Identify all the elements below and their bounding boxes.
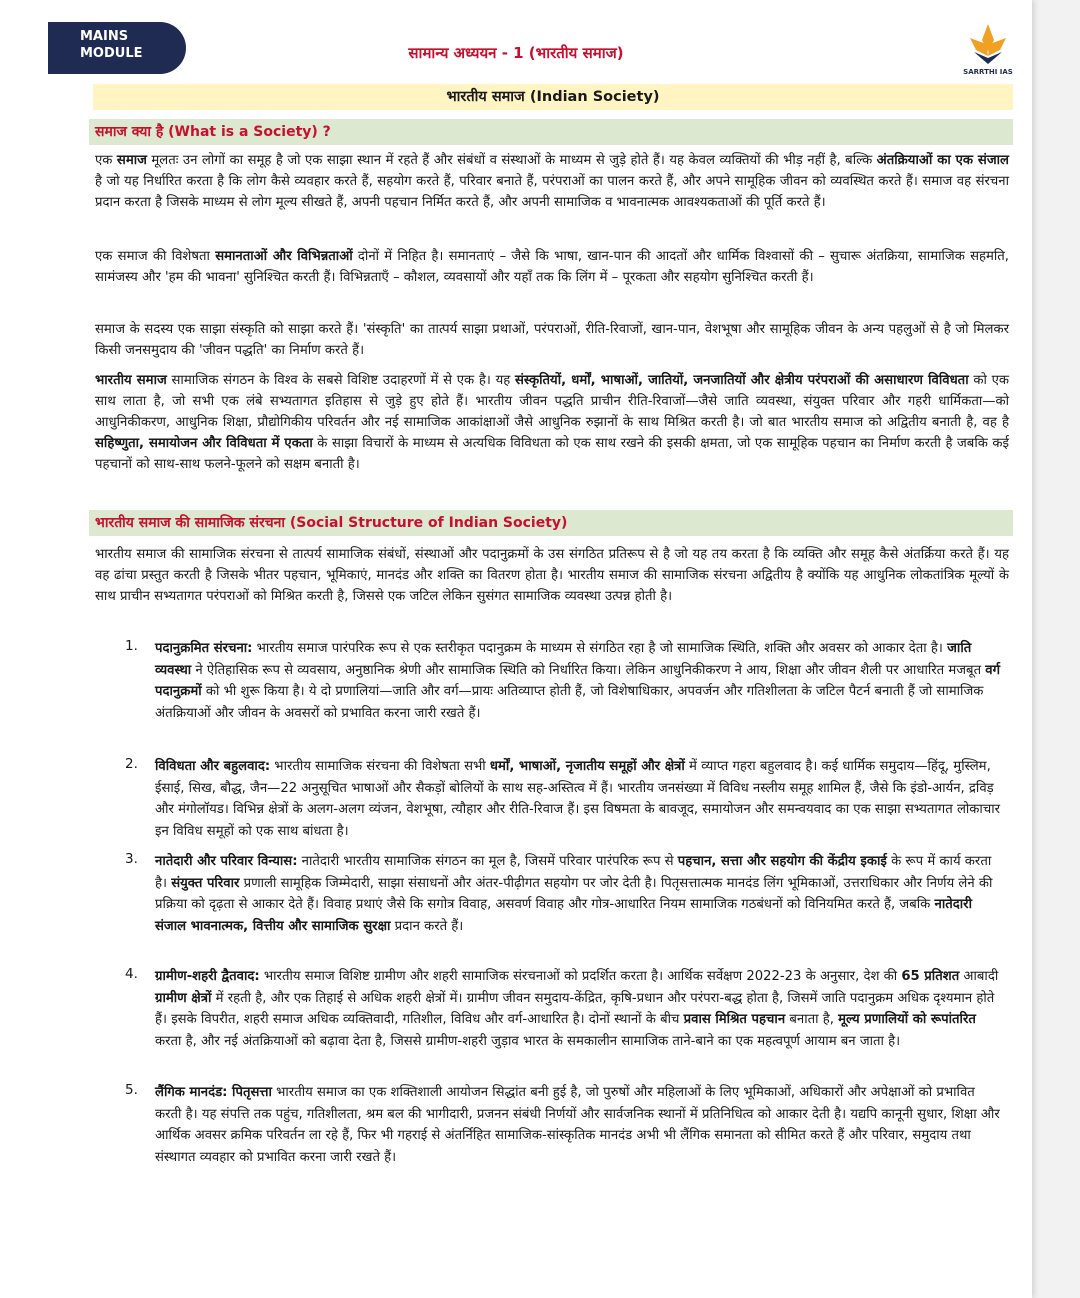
section-heading-social-structure: भारतीय समाज की सामाजिक संरचना (Social Structure of Indian Society) — [89, 510, 1013, 536]
bold-text: समाज — [116, 153, 147, 168]
bold-text: पहचान, सत्ता और सहयोग की केंद्रीय इकाई — [677, 854, 887, 869]
star-logo-icon — [966, 22, 1010, 66]
text-run: में रहती है, और एक तिहाई से अधिक शहरी क्षेत्रों में। ग्रामीण जीवन समुदाय-केंद्रित, कृषि-प्रधान और परंपरा-बद्ध होता है, जिसमें जाति पदानुक्रम अधिक दृश्यमान होते हैं। इसके विपरीत, शहरी समाज अधिक व्यक्तिवादी, गतिशील, विविध और वर्ग-आधारित है। दोनों स्थानों के बीच — [155, 990, 995, 1027]
text-run: ने ऐतिहासिक रूप से व्यवसाय, अनुष्ठानिक श्रेणी और सामाजिक स्थिति को निर्धारित किया। लेकिन आधुनिकीकरण ने आय, शिक्षा और जीवन शैली पर आधारित मजबूत — [191, 662, 986, 678]
text-run: मूलतः उन लोगों का समूह है जो एक साझा स्थान में रहते हैं और संबंधों व संस्थाओं के माध्यम से जुड़े होते हैं। यह केवल व्यक्तियों की भीड़ नहीं है, बल्कि — [146, 153, 877, 168]
page-header-title: सामान्य अध्ययन - 1 (भारतीय समाज) — [408, 44, 624, 62]
text-run: है जो यह निर्धारित करता है कि लोग कैसे व्यवहार करते हैं, सहयोग करते हैं, परिवार बनाते हैं, परंपराओं का पालन करते हैं, और अपने सामूहिक जीवन को व्यवस्थित करते हैं। समाज वह संरचना प्रदान करता है जिसके माध्यम से लोग मूल्य सीखते हैं, अपनी पहचान निर्मित करते हैं, और अपनी सामाजिक व भावनात्मक आवश्यकताओं की पूर्ति करते हैं। — [95, 174, 1009, 210]
paragraph — [95, 246, 1009, 288]
paragraph — [95, 319, 1009, 361]
bold-text: संस्कृतियों, धर्मों, भाषाओं, जातियों, जनजातियों और क्षेत्रीय परंपराओं की असाधारण विविधता — [514, 373, 969, 388]
bold-text: सहिष्णुता, समायोजन और विविधता में एकता — [95, 436, 313, 451]
bold-text: पदानुक्रमित संरचना: — [155, 641, 253, 656]
bold-text: समानताओं और विभिन्नताओं — [215, 249, 353, 264]
bold-text: भारतीय समाज — [95, 373, 167, 388]
logo-text: SARRTHI IAS — [963, 68, 1013, 76]
text-run: नातेदारी भारतीय सामाजिक संगठन का मूल है, जिसमें परिवार पारंपरिक रूप से — [297, 854, 678, 869]
paragraph — [95, 370, 1009, 475]
text-run: एक समाज की विशेषता — [95, 249, 216, 264]
bold-text: 65 प्रतिशत — [901, 969, 960, 984]
list-number: 5. — [125, 1082, 138, 1098]
text-run: समाज के सदस्य एक साझा संस्कृति को साझा करते हैं। 'संस्कृति' का तात्पर्य साझा प्रथाओं, परंपराओं, रीति-रिवाजों, खान-पान, वेशभूषा और सामूहिक जीवन के अन्य पहलुओं से है जो मिलकर किसी जनसमुदाय की 'जीवन पद्धति' का निर्माण करते हैं। — [95, 322, 1009, 358]
text-run: एक — [95, 153, 117, 168]
list-item-text — [155, 756, 1005, 842]
bold-text: जाति व्यवस्था — [155, 641, 972, 678]
text-run: भारतीय समाज का एक शक्तिशाली आयोजन सिद्धांत बनी हुई है, जो पुरुषों और महिलाओं के लिए भूमिकाओं, अधिकारों और अपेक्षाओं को प्रभावित करती है। यह संपत्ति तक पहुंच, गतिशीलता, श्रम बल की भागीदारी, प्रजनन संबंधी निर्णयों और सार्वजनिक स्थानों में प्रतिनिधित्व को आकार देती है। यद्यपि कानूनी सुधार, शिक्षा और आर्थिक अवसर क्रमिक परिवर्तन ला रहे हैं, फिर भी गहराई से अंतर्निहित सामाजिक-सांस्कृतिक मानदंड अभी भी लैंगिक समानता को सीमित करते हैं और परिवार, समुदाय तथा संस्थागत व्यवहार को प्रभावित करना जारी रखते हैं। — [155, 1085, 1000, 1165]
bold-text: अंतक्रियाओं का एक संजाल — [876, 153, 1009, 168]
text-run: में व्याप्त गहरा बहुलवाद है। कई धार्मिक समुदाय—हिंदू, मुस्लिम, ईसाई, सिख, बौद्ध, जैन—22 अनुसूचित भाषाओं और सैकड़ों बोलियों के साथ सह-अस्तित्व में हैं। भारतीय जनसंख्या में विविध नस्लीय समूह शामिल हैं, जैसे कि इंडो-आर्यन, द्रविड़ और मंगोलॉयड। विभिन्न क्षेत्रों के अलग-अलग व्यंजन, वेशभूषा, त्यौहार और रीति-रिवाज हैं। इस विषमता के बावजूद, समायोजन और समन्वयवाद का एक साझा सभ्यतागत लोकाचार इन विविध समूहों को एक साथ बांधता है। — [155, 759, 1001, 839]
text-run: भारतीय समाज पारंपरिक रूप से एक स्तरीकृत पदानुक्रम के माध्यम से संगठित रहा है जो सामाजिक स्थिति, शक्ति और अवसर को आकार देता है। — [252, 641, 948, 656]
bold-text: ग्रामीण क्षेत्रों — [155, 990, 212, 1006]
bold-text: नातेदारी और परिवार विन्यास: — [155, 854, 298, 869]
text-run: के रूप में कार्य करता है। — [155, 854, 992, 891]
topic-title: भारतीय समाज (Indian Society) — [93, 84, 1013, 110]
list-number: 4. — [125, 966, 138, 982]
text-run: को भी शुरू किया है। ये दो प्रणालियां—जाति और वर्ग—प्रायः अतिव्याप्त होती हैं, जो विशेषाधिकार, अपवर्जन और गतिशीलता के जटिल पैटर्न बनाती हैं जो सामाजिक अंतक्रियाओं और जीवन के अवसरों को प्रभावित करना जारी रखते हैं। — [155, 684, 984, 721]
bold-text: लैंगिक मानदंड: पितृसत्ता — [155, 1085, 272, 1100]
bold-text: प्रवास मिश्रित पहचान — [683, 1012, 786, 1027]
paragraph — [95, 544, 1009, 607]
list-item-text — [155, 851, 1005, 937]
bold-text: नातेदारी संजाल भावनात्मक, वित्तीय और सामाजिक सुरक्षा — [155, 897, 972, 934]
text-run: भारतीय समाज की सामाजिक संरचना से तात्पर्य सामाजिक संबंधों, संस्थाओं और पदानुक्रमों के उस संगठित प्रतिरूप से है जो यह तय करता है कि व्यक्ति और समूह कैसे अंतर्क्रिया करते हैं। यह वह ढांचा प्रस्तुत करती है जिसके भीतर पहचान, भूमिकाएं, मानदंड और शक्ति का वितरण होता है। भारतीय समाज की सामाजिक संरचना अद्वितीय है क्योंकि यह आधुनिक लोकतांत्रिक मूल्यों के साथ प्राचीन सभ्यतागत परंपराओं को मिश्रित करती है, जिससे एक जटिल लेकिन सुसंगत सामाजिक व्यवस्था उत्पन्न होती है। — [95, 547, 1009, 604]
text-run: भारतीय समाज विशिष्ट ग्रामीण और शहरी सामाजिक संरचनाओं को प्रदर्शित करता है। आर्थिक सर्वेक्षण 2022-23 के अनुसार, देश की — [259, 969, 902, 984]
text-run: सामाजिक संगठन के विश्व के सबसे विशिष्ट उदाहरणों में से एक है। यह — [166, 373, 515, 388]
list-number: 2. — [125, 756, 138, 772]
badge-line-1: MAINS — [80, 29, 129, 44]
text-run: करता है, और नई अंतक्रियाओं को बढ़ावा देता है, जिससे ग्रामीण-शहरी जुड़ाव भारत के समकालीन सामाजिक ताने-बाने का एक महत्वपूर्ण आयाम बन जाता है। — [155, 1033, 901, 1049]
text-run: के साझा विचारों के माध्यम से अत्यधिक विविधता को एक साथ रखने की इसकी क्षमता, जो एक सामूहिक पहचान का निर्माण करती है जबकि कई पहचानों को साथ-साथ फलने-फूलने को सक्षम बनाती है। — [95, 436, 1010, 472]
bold-text: विविधता और बहुलवाद: — [155, 759, 271, 774]
text-run: दोनों में निहित है। समानताएं – जैसे कि भाषा, खान-पान की आदतों और धार्मिक विश्वासों की – सुचारू अंतक्रिया, सामाजिक सहमति, सामंजस्य और 'हम की भावना' सुनिश्चित करती हैं। विभिन्नताएँ – कौशल, व्यवसायों और यहाँ तक कि लिंग में – पूरकता और सहयोग सुनिश्चित करती हैं। — [95, 249, 1009, 285]
section-heading-what-is-society: समाज क्या है (What is a Society) ? — [89, 119, 1013, 145]
list-number: 1. — [125, 638, 138, 654]
text-run: को एक साथ लाता है, जो सभी एक लंबे सभ्यतागत इतिहास से जुड़े हुए होते हैं। भारतीय जीवन पद्धति प्राचीन रीति-रिवाजों—जैसे जाति व्यवस्था, संयुक्त परिवार और गहरी धार्मिकता—को आधुनिकीकरण, आधुनिक शिक्षा, प्रौद्योगिकीय परिवर्तन और नई सामाजिक आकांक्षाओं जैसे आधुनिक रुझानों के साथ मिश्रित करती है। जो बात भारतीय समाज को अद्वितीय बनाती है, वह है — [95, 373, 1010, 430]
bold-text: संयुक्त परिवार — [171, 875, 240, 891]
bold-text: ग्रामीण-शहरी द्वैतवाद: — [155, 969, 260, 984]
bold-text: मूल्य प्रणालियों को रूपांतरित — [838, 1012, 976, 1027]
text-run: प्रणाली सामूहिक जिम्मेदारी, साझा संसाधनों और अंतर-पीढ़ीगत सहयोग पर जोर देती है। पितृसत्तात्मक मानदंड लिंग भूमिकाओं, उत्तराधिकार और निर्णय लेने की प्रक्रिया को दृढ़ता से आकार देते हैं। विवाह प्रथाएं जैसे कि सगोत्र विवाह, असवर्ण विवाह और गोत्र-आधारित नियम सामाजिक गठबंधनों को विनियमित करते हैं, जबकि — [155, 875, 993, 912]
paragraph — [95, 150, 1009, 213]
bold-text: वर्ग पदानुक्रमों — [155, 662, 1001, 699]
sarrthi-logo — [958, 22, 1018, 78]
list-item-text — [155, 638, 1005, 724]
bold-text: धर्मों, भाषाओं, नृजातीय समूहों और क्षेत्रों — [489, 759, 685, 774]
list-item-text — [155, 1082, 1005, 1168]
list-item-text — [155, 966, 1005, 1052]
text-run: भारतीय सामाजिक संरचना की विशेषता सभी — [270, 759, 490, 774]
list-number: 3. — [125, 851, 138, 867]
badge-line-2: MODULE — [80, 46, 143, 61]
text-run: आबादी — [959, 969, 999, 984]
text-run: प्रदान करते हैं। — [390, 918, 464, 934]
text-run: बनाता है, — [785, 1012, 839, 1027]
